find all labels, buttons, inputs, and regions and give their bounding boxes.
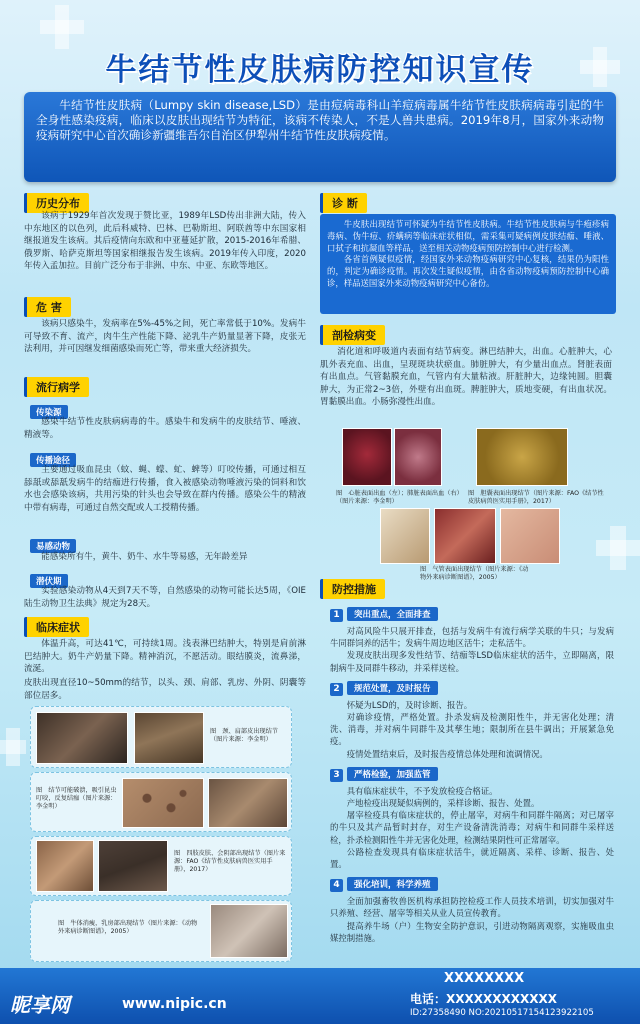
symptom-photo-shoulder: [134, 712, 204, 764]
necropsy-photo-heart: [342, 428, 392, 486]
symptom-caption-4: 图 牛体消瘦，乳房部出现结节（图片来源：《动物外来病诊断图谱》，2005）: [58, 920, 198, 935]
necropsy-photo-trachea-3: [500, 508, 560, 564]
prevention-item-text: 对确诊疫情，严格处置。扑杀发病及检测阳性牛，并无害化处理；清洗、消毒，并对病牛同群牛及其孳生地；限制所在县牛调出；开展紧急免疫。: [330, 712, 614, 747]
prevention-item-label: 规范处置，及时报告: [347, 681, 438, 695]
epidemiology-tag: 流行病学: [24, 377, 89, 397]
history-text: 该病于1929年首次发现于赞比亚，1989年LSD传出非洲大陆，传入中东地区的以色列，此后科威特、巴林、巴勒斯坦、阿联酋等中东国家相继报道发生该病。其后疫情向东欧和中亚蔓延扩散，2015-2016年希腊、俄罗斯、哈萨克斯坦等国家相继报告发生该病。2019年传入印度，2020年传入孟加拉。目前广泛分布于非洲、中东、中亚、东欧等地区。: [24, 211, 306, 272]
prevention-item-text: 公路检查发现具有临床症状活牛，就近隔离、采样、诊断、报告、处置。: [330, 846, 614, 870]
symptom-photo-neck: [36, 712, 128, 764]
prevention-item-text: 怀疑为LSD的，及时诊断、报告。: [346, 699, 473, 710]
diagnosis-text-2: 各省首例疑似疫情，经国家外来动物疫病研究中心复核，结果仍为阳性的，判定为确诊疫情。再次发生疑似疫情，由各省动物疫病预防控制中心确诊，样品送国家外来动物疫病研究中心备份。: [327, 254, 609, 288]
prevention-item-text: 对高风险牛只展开排查，包括与发病牛有流行病学关联的牛只；与发病牛同群饲养的活牛；发病牛周边地区活牛；走私活牛。: [330, 626, 614, 649]
harm-tag: 危 害: [24, 297, 71, 317]
prevention-item-number: 3: [330, 769, 343, 782]
incubation-subtag: 潜伏期: [30, 574, 68, 588]
prevention-item-number: 1: [330, 609, 343, 622]
incubation-text: 实验感染动物从4天到7天不等，自然感染的动物可能长达5周，《OIE陆生动物卫生法典》规定为28天。: [24, 586, 306, 609]
symptom-photo-udder: [210, 904, 288, 958]
host-subtag: 易感动物: [30, 539, 76, 553]
prevention-item-label: 严格检验，加强监管: [347, 767, 438, 781]
prevention-item-number: 4: [330, 879, 343, 892]
host-text: 能感染所有牛，黄牛、奶牛、水牛等易感，无年龄差异: [41, 552, 248, 562]
prevention-list: [330, 600, 614, 946]
intro-box: 牛结节性皮肤病（Lumpy skin disease,LSD）是由痘病毒科山羊痘病毒属牛结节性皮肤病病毒引起的牛全身性感染疫病，临床以皮肤出现结节为特征，该病不传染人，不是人兽共患病。2019年8月，国家外来动物疫病研究中心首次确诊新疆维吾尔自治区伊犁州牛结节性皮肤病疫情。: [24, 92, 616, 182]
prevention-item-number: 2: [330, 683, 343, 696]
symptom-photo-leg: [36, 840, 94, 892]
prevention-item-text: 提高养牛场（户）生物安全防护意识，引进动物隔离观察，实施吸血虫媒控制措施。: [330, 920, 614, 943]
symptoms-text-2: 皮肤出现直径10~50mm的结节，以头、颈、肩部、乳房、外阴、阴囊等部位居多。: [24, 678, 306, 701]
diagnosis-tag: 诊 断: [320, 193, 367, 213]
decor-cross: [55, 5, 69, 49]
symptoms-text-1: 体温升高，可达41℃，可持续1周。浅表淋巴结肿大，特别是肩前淋巴结肿大。奶牛产奶量下降。精神消沉，不愿活动。眼结膜炎，流鼻涕，流涎。: [24, 639, 306, 675]
prevention-tag: 防控措施: [320, 579, 385, 599]
symptoms-tag: 临床症状: [24, 617, 89, 637]
necropsy-photo-trachea-2: [434, 508, 496, 564]
watermark-logo: 昵享网: [10, 993, 70, 1017]
decor-cross: [610, 526, 626, 570]
prevention-item-label: 突出重点，全面排查: [347, 607, 438, 621]
route-text: 主要通过吸血昆虫（蚊、蝇、蠓、虻、蜱等）叮咬传播，可通过相互舔舐或舔舐发病牛的结痂进行传播，食入被感染动物唾液污染的饲料和饮水也会感染该病，共用污染的针头也会导致在群内传播。感染公牛的精液中带有病毒，可通过自然交配或人工授精传播。: [24, 465, 306, 513]
necropsy-photo-gallbladder: [476, 428, 568, 486]
symptom-caption-2: 图 结节可能破溃，吸引昆虫叮咬，反复结痂（图片来源：李金明）: [36, 787, 117, 810]
prevention-item: [330, 762, 614, 870]
prevention-item: [330, 602, 614, 674]
symptom-photo-crust: [208, 778, 288, 828]
necropsy-photo-lung: [394, 428, 442, 486]
necropsy-caption-2: 图 胆囊表面出现结节（图片来源：FAO《结节性皮肤病兽医实用手册》，2017）: [468, 490, 604, 505]
prevention-item: [330, 872, 614, 944]
decor-cross: [6, 728, 20, 766]
necropsy-caption-3: 图 气管表面出现结节（图片来源：《动物外来病诊断图谱》，2005）: [420, 566, 529, 581]
diagnosis-text-1: 牛皮肤出现结节可怀疑为牛结节性皮肤病。牛结节性皮肤病与牛疱疹病毒病、伪牛痘、疥螨病等临床症状相似，需采集可疑病例皮肤结痂、唾液、口拭子和抗凝血等样品，送至相关动物疫病预防控制中心进行检测。: [327, 219, 609, 253]
prevention-item: [330, 676, 614, 760]
harm-text: 该病只感染牛，发病率在5%-45%之间，死亡率常低于10%。发病牛可导致不育、流产，肉牛生产性能下降、泌乳牛产奶量显著下降，皮张无法利用，并可因继发细菌感染而死亡等，带来重大经济损失。: [24, 319, 306, 355]
prevention-item-text: 产地检疫出现疑似病例的，采样诊断、报告、处置。: [346, 798, 540, 809]
symptom-caption-1: 图 颈、肩部皮出现结节（图片来源：李金明）: [210, 728, 279, 743]
watermark-id: ID:27358490 NO:20210517154123922105: [410, 1008, 594, 1018]
symptom-caption-3: 图 四肢皮肤、会阴部出现结节（图片来源：FAO《结节性皮肤病兽医实用手册》，2017）: [174, 850, 286, 873]
necropsy-caption-1: 图 心脏表面出血（左）；肺脏表面出血（右）（图片来源：李金明）: [336, 490, 463, 505]
necropsy-text: 消化道和呼吸道内表面有结节病变。淋巴结肿大，出血。心脏肿大，心肌外表充血、出血，呈现斑块状瘀血。肺脏肿大，有少量出血点。肾脏表面有出血点。气管黏膜充血，气管内有大量粘液。肝脏肿大，边缘钝圆。胆囊肿大，为正常2~3倍，外壁有出血斑。脾脏肿大，质地变硬，有出血状况。胃黏膜出血。小肠弥漫性出血。: [320, 347, 612, 408]
footer-line-2: 电话：XXXXXXXXXXXX: [410, 992, 558, 1006]
diagnosis-box: [320, 214, 616, 314]
prevention-item-text: 发现皮肤出现多发性结节、结痂等LSD临床症状的活牛，立即隔离，限制病牛及同群牛移动，并采样送检。: [330, 650, 614, 673]
prevention-item-text: 疫情处置结束后，及时报告疫情总体处理和流调情况。: [346, 748, 548, 759]
page-title: 牛结节性皮肤病防控知识宣传: [105, 52, 535, 88]
history-tag: 历史分布: [24, 193, 89, 213]
symptom-photo-lesions: [122, 778, 204, 828]
watermark-url: www.nipic.cn: [122, 996, 227, 1012]
footer-line-1: XXXXXXXX: [444, 971, 525, 986]
necropsy-photo-trachea-1: [380, 508, 430, 564]
prevention-item-text: 全面加强畜牧兽医机构承担防控检疫工作人员技术培训，切实加强对牛只养殖、经营、屠宰等相关从业人员宣传教育。: [330, 896, 614, 919]
symptom-photo-perineum: [98, 840, 168, 892]
necropsy-tag: 剖检病变: [320, 325, 385, 345]
prevention-item-text: 具有临床症状牛，不予发放检疫合格证。: [346, 785, 498, 796]
prevention-item-label: 强化培训，科学养殖: [347, 877, 438, 891]
source-text: 感染牛结节性皮肤病病毒的牛。感染牛和发病牛的皮肤结节、唾液、精液等。: [24, 417, 306, 440]
source-subtag: 传染源: [30, 405, 68, 419]
prevention-item-text: 屠宰检疫具有临床症状的，停止屠宰，对病牛和同群牛隔离；对已屠宰的牛只及其产品暂时封存，对生产设备清洗消毒；对病牛和同群牛采样送检，扑杀检测阳性牛并无害化处理，检测结果阴性可正常屠宰。: [330, 810, 614, 845]
route-subtag: 传播途径: [30, 453, 76, 467]
